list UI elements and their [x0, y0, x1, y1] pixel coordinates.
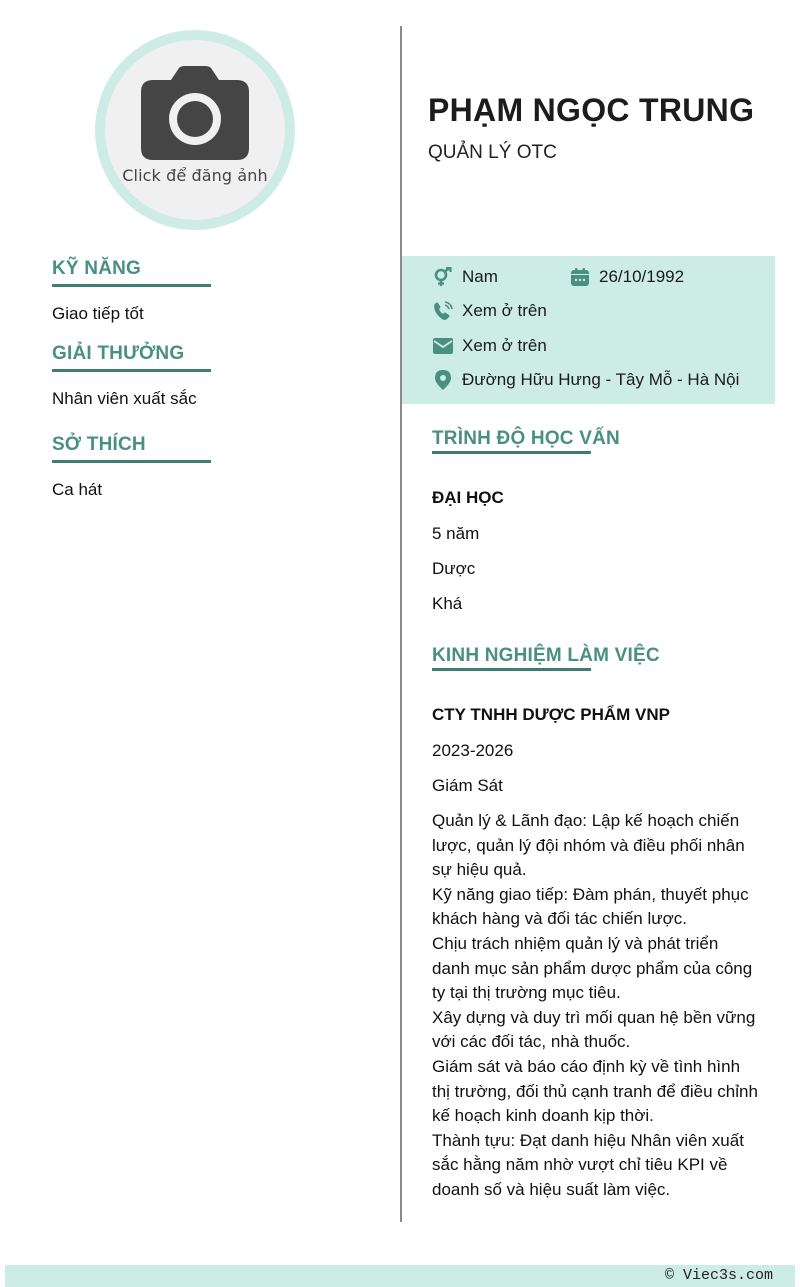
- avatar-upload-label: Click để đăng ảnh: [122, 166, 268, 185]
- awards-title: GIẢI THƯỞNG: [52, 343, 211, 372]
- experience-company: CTY TNHH DƯỢC PHẨM VNP: [432, 705, 670, 724]
- awards-section: [52, 343, 212, 409]
- education-grade: Khá: [432, 594, 463, 613]
- description-line: Thành tựu: Đạt danh hiệu Nhân viên xuất sắc hằng năm nhờ vượt chỉ tiêu KPI về doanh số và hiệu suất làm việc.: [432, 1130, 744, 1199]
- skill-item: Giao tiếp tốt: [52, 304, 144, 323]
- calendar-icon: [569, 266, 591, 288]
- avatar-upload[interactable]: [95, 30, 295, 230]
- contact-email: [432, 335, 547, 357]
- description-line: Quản lý & Lãnh đạo: Lập kế hoạch chiến lược, quản lý đội nhóm và điều phối nhân sự hiệu quả.: [432, 811, 745, 880]
- education-underline: [432, 451, 591, 454]
- experience-title: KINH NGHIỆM LÀM VIỆC: [432, 645, 660, 666]
- education-duration: 5 năm: [432, 524, 480, 543]
- copyright-text: © Viec3s.com: [664, 1267, 773, 1284]
- description-line: Xây dựng và duy trì mối quan hệ bền vững với các đối tác, nhà thuốc.: [432, 1007, 756, 1052]
- gender-value: Nam: [462, 267, 498, 286]
- footer-bar: [5, 1265, 795, 1287]
- candidate-name: PHẠM NGỌC TRUNG: [428, 92, 755, 128]
- gender-icon: [432, 266, 454, 288]
- experience-position: Giám Sát: [432, 776, 503, 795]
- contact-phone: [432, 300, 547, 322]
- hobbies-section: [52, 434, 212, 500]
- contact-birthday: [569, 266, 684, 288]
- phone-icon: [432, 300, 454, 322]
- contact-panel: [402, 256, 775, 404]
- phone-value: Xem ở trên: [462, 301, 547, 320]
- map-pin-icon: [432, 369, 454, 391]
- camera-icon: [141, 66, 249, 160]
- experience-description: [432, 809, 760, 1203]
- education-title: TRÌNH ĐỘ HỌC VẤN: [432, 428, 620, 449]
- description-line: Giám sát và báo cáo định kỳ về tình hình thị trường, đối thủ cạnh tranh để điều chỉnh kế hoạch kinh doanh kịp thời.: [432, 1056, 758, 1126]
- description-line: Chịu trách nhiệm quản lý và phát triển danh mục sản phẩm dược phẩm của công ty tại thị trường mục tiêu.: [432, 933, 753, 1003]
- experience-underline: [432, 668, 591, 671]
- skills-section: [52, 258, 212, 324]
- hobby-item: Ca hát: [52, 480, 103, 499]
- education-major: Dược: [432, 559, 476, 578]
- award-item: Nhân viên xuất sắc: [52, 389, 197, 408]
- email-value: Xem ở trên: [462, 336, 547, 355]
- job-title: QUẢN LÝ OTC: [428, 142, 557, 163]
- address-value: Đường Hữu Hưng - Tây Mỗ - Hà Nội: [462, 370, 740, 389]
- experience-period: 2023-2026: [432, 741, 514, 760]
- contact-address: [432, 369, 739, 391]
- description-line: Kỹ năng giao tiếp: Đàm phán, thuyết phục khách hàng và đối tác chiến lược.: [432, 884, 749, 929]
- mail-icon: [432, 335, 454, 357]
- skills-title: KỸ NĂNG: [52, 258, 211, 287]
- column-divider: [400, 26, 402, 1222]
- contact-gender: [432, 266, 498, 288]
- birthday-value: 26/10/1992: [599, 267, 685, 286]
- hobbies-title: SỞ THÍCH: [52, 434, 211, 463]
- education-level: ĐẠI HỌC: [432, 488, 504, 507]
